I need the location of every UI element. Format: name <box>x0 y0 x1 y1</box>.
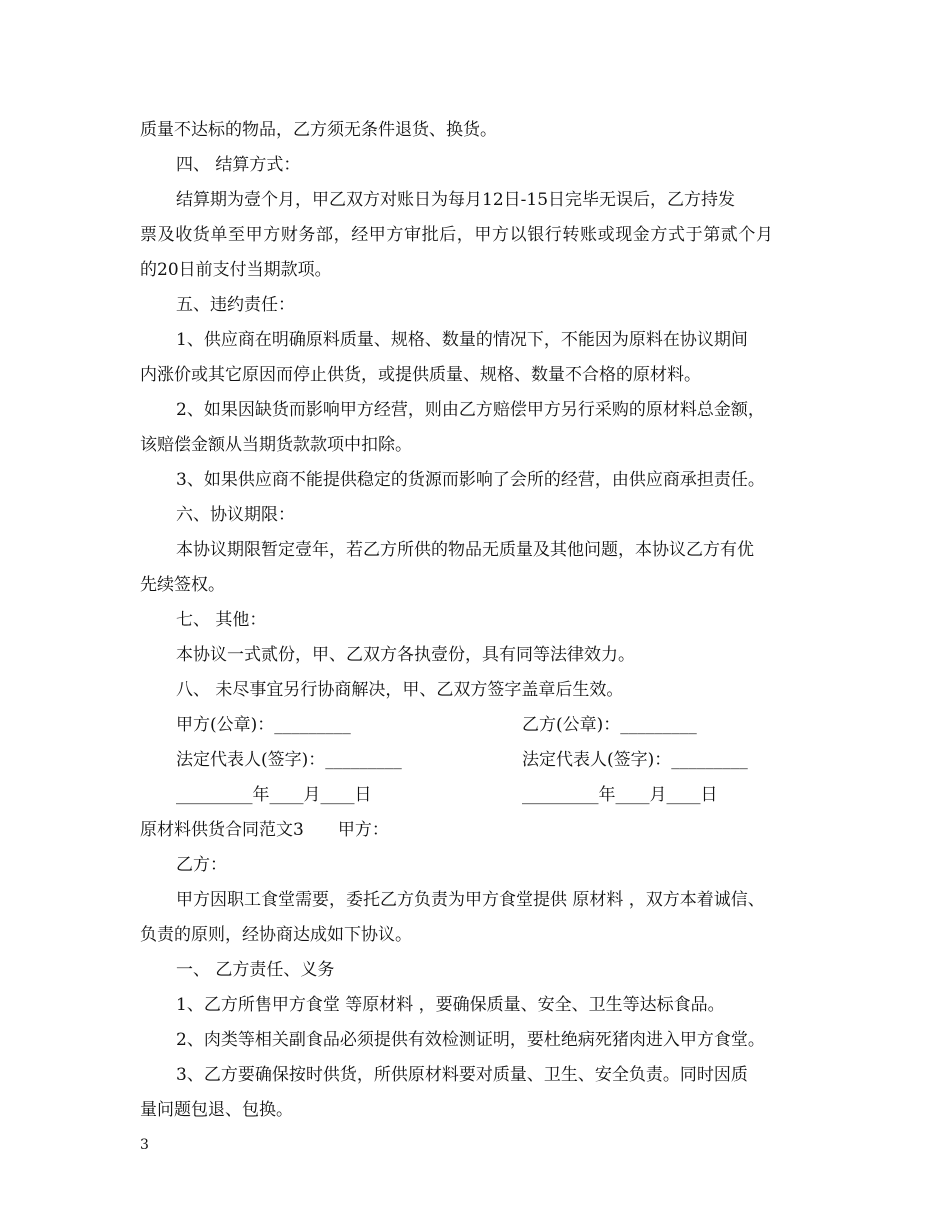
text-line: 票及收货单至甲方财务部，经甲方审批后，甲方以银行转账或现金方式于第贰个月 <box>140 225 774 245</box>
text-line: 量问题包退、包换。 <box>140 1100 293 1120</box>
section-heading-misc: 八、 未尽事宜另行协商解决，甲、乙双方签字盖章后生效。 <box>176 680 624 700</box>
party-a-representative-field: 法定代表人(签字)：_________ <box>176 750 402 770</box>
text-line: 该赔偿金额从当期货款款项中扣除。 <box>140 435 412 455</box>
page-number: 3 <box>140 1137 149 1153</box>
text-line: 先续签权。 <box>140 575 225 595</box>
text-line: 本协议期限暂定壹年，若乙方所供的物品无质量及其他问题，本协议乙方有优 <box>176 540 754 560</box>
party-a-seal-field: 甲方(公章)：_________ <box>176 715 351 735</box>
party-b-representative-field: 法定代表人(签字)：_________ <box>522 750 748 770</box>
text-line: 本协议一式贰份，甲、乙双方各执壹份，具有同等法律效力。 <box>176 645 635 665</box>
section-heading-other: 七、 其他： <box>176 610 267 630</box>
text-line: 内涨价或其它原因而停止供货，或提供质量、规格、数量不合格的原材料。 <box>140 365 701 385</box>
text-line: 1、供应商在明确原料质量、规格、数量的情况下，不能因为原料在协议期间 <box>176 330 748 350</box>
text-line: 2、如果因缺货而影响甲方经营，则由乙方赔偿甲方另行采购的原材料总金额， <box>176 400 765 420</box>
text-line: 的20日前支付当期款项。 <box>140 260 332 280</box>
party-a-date-field: _________年____月____日 <box>176 785 372 805</box>
text-line: 负责的原则，经协商达成如下协议。 <box>140 925 412 945</box>
text-line: 1、乙方所售甲方食堂 等原材料 ，要确保质量、安全、卫生等达标食品。 <box>176 995 725 1015</box>
text-line: 乙方： <box>176 855 227 875</box>
text-line: 甲方因职工食堂需要，委托乙方负责为甲方食堂提供 原材料 ，双方本着诚信、 <box>176 890 765 910</box>
text-line: 3、如果供应商不能提供稳定的货源而影响了会所的经营，由供应商承担责任。 <box>176 470 765 490</box>
text-line: 3、乙方要确保按时供货，所供原材料要对质量、卫生、安全负责。同时因质 <box>176 1065 748 1085</box>
section-heading-settlement: 四、 结算方式： <box>176 155 301 175</box>
section-heading-duties: 一、 乙方责任、义务 <box>176 960 335 980</box>
section-heading-term: 六、协议期限： <box>176 505 295 525</box>
text-line: 2、肉类等相关副食品必须提供有效检测证明，要杜绝病死猪肉进入甲方食堂。 <box>176 1030 765 1050</box>
section-heading-liability: 五、违约责任： <box>176 295 295 315</box>
text-line: 结算期为壹个月，甲乙双方对账日为每月12日-15日完毕无误后，乙方持发 <box>176 190 736 210</box>
contract-title-line: 原材料供货合同范文3 甲方： <box>140 820 389 840</box>
text-line: 质量不达标的物品，乙方须无条件退货、换货。 <box>140 120 497 140</box>
party-b-date-field: _________年____月____日 <box>522 785 718 805</box>
party-b-seal-field: 乙方(公章)：_________ <box>522 715 697 735</box>
